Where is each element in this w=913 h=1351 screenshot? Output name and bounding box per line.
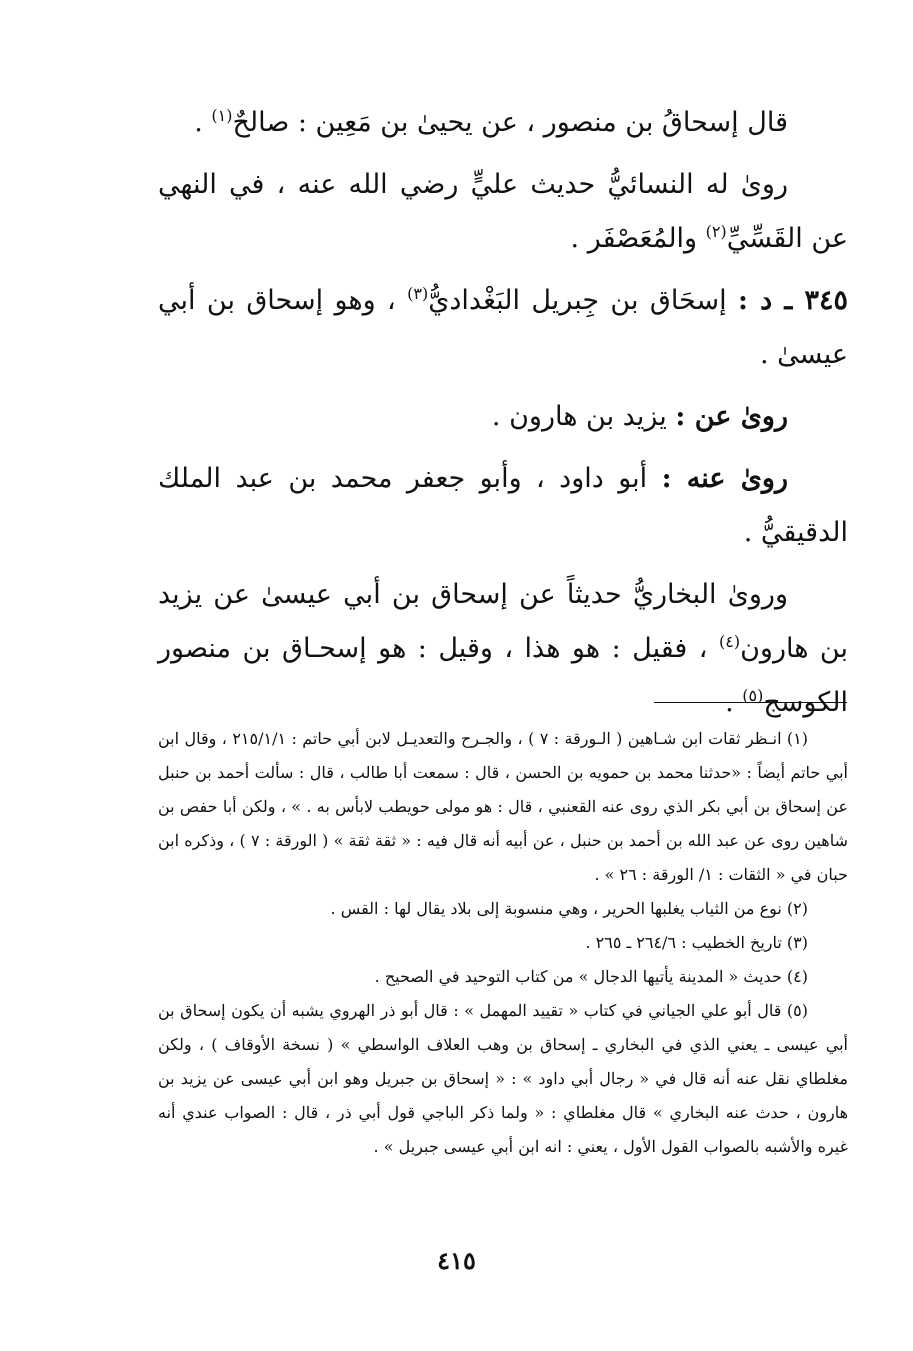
footnote-1: (١) انـظر ثقات ابن شـاهين ( الـورقة : ٧ ) ، والجـرح والتعديـل لابن أبي حاتم : ٢١٥/١/١ ، وقال ابن أبي حاتم أيضاً : «حدثنا محمد بن حمويه بن الحسن ، قال : سمعت أبا طالب ، قال : سألت أحمد بن حنبل عن إسحاق بن أبي بكر الذي روى عنه القعنبي ، قال : هو مولى حويطب لابأس به . » ، ولكن أبا حفص بن شاهين روى عن عبد الله بن أحمد بن حنبل ، عن أبيه أنه قال فيه : « ثقة ثقة » ( الورقة : ٧ ) ، وذكره ابن حبان في « الثقات : ١/ الورقة : ٢٦ » . <box>158 729 848 884</box>
footnote-4: (٤) حديث « المدينة يأتيها الدجال » من كتاب التوحيد في الصحيح . <box>374 967 808 986</box>
main-text <box>158 96 848 730</box>
footnote-ref-1: (١) <box>211 106 233 125</box>
footnote-5: (٥) قال أبو علي الجياني في كتاب « تقييد المهمل » : قال أبو ذر الهروي يشبه أن يكون إسحاق بن أبي عيسى ـ يعني الذي في البخاري ـ إسحاق بن وهب العلاف الواسطي » ( نسخة الأوقاف ) ، ولكن مغلطاي نقل عنه أنه قال في « رجال أبي داود » : « إسحاق بن جبريل وهو ابن أبي عيسى عن يزيد بن هارون ، حدث عنه البخاري » قال مغلطاي : « ولما ذكر الباجي قول أبي ذر ، قال : الصواب عندي أنه غيره والأشبه بالصواب القول الأول ، يعني : انه ابن أبي عيسى جبريل » . <box>158 1001 849 1156</box>
narrated-from-label: رویٰ عن : <box>675 401 788 432</box>
paragraph-salih: قال إسحاقُ بن منصور ، عن يحيىٰ بن مَعِين : صالحٌ$^{(١)}$ . <box>194 106 788 138</box>
page-number: ٤١٥ <box>437 1246 476 1275</box>
paragraph-bukhari: وروىٰ البخاريُّ حديثاً عن إسحاق بن أبي عيسىٰ عن يزيد بن هارون$^{(٤)}$ ، فقيل : هو هذا ، وقيل : هو إسحـاق بن منصور الكوسج$^{(٥)}$ . <box>158 579 848 718</box>
entry-number: ٣٤٥ ـ د : <box>738 285 849 316</box>
narrated-from: رویٰ عن : يزيد بن هارون . <box>491 401 788 432</box>
footnote-2: (٢) نوع من الثياب يغلبها الحرير ، وهي منسوبة إلى بلاد يقال لها : القس . <box>330 899 808 918</box>
footnote-3: (٣) تاريخ الخطيب : ٢٦٤/٦ ـ ٢٦٥ . <box>585 933 808 952</box>
narrated-by: رویٰ عنه : أبو داود ، وأبو جعفر محمد بن عبد الملك الدقيقيُّ . <box>158 463 848 548</box>
footnote-ref-5: (٥) <box>742 686 764 705</box>
footnote-divider <box>654 702 847 703</box>
narrated-by-label: رویٰ عنه : <box>661 463 788 494</box>
footnotes <box>158 722 848 1164</box>
footnote-ref-2: (٢) <box>705 222 727 241</box>
footnote-ref-3: (٣) <box>407 284 429 303</box>
paragraph-nasai: رویٰ له النسائيُّ حديث عليٍّ رضي الله عنه ، في النهي عن القَسِّيِّ$^{(٢)}$ والمُعَصْفَر . <box>158 169 848 254</box>
entry-heading: ٣٤٥ ـ د : إسحَاق بن جِبريل البَغْداديُّ$^{(٣)}$ ، وهو إسحاق بن أبي عيسىٰ . <box>158 284 849 370</box>
footnote-ref-4: (٤) <box>718 632 741 651</box>
